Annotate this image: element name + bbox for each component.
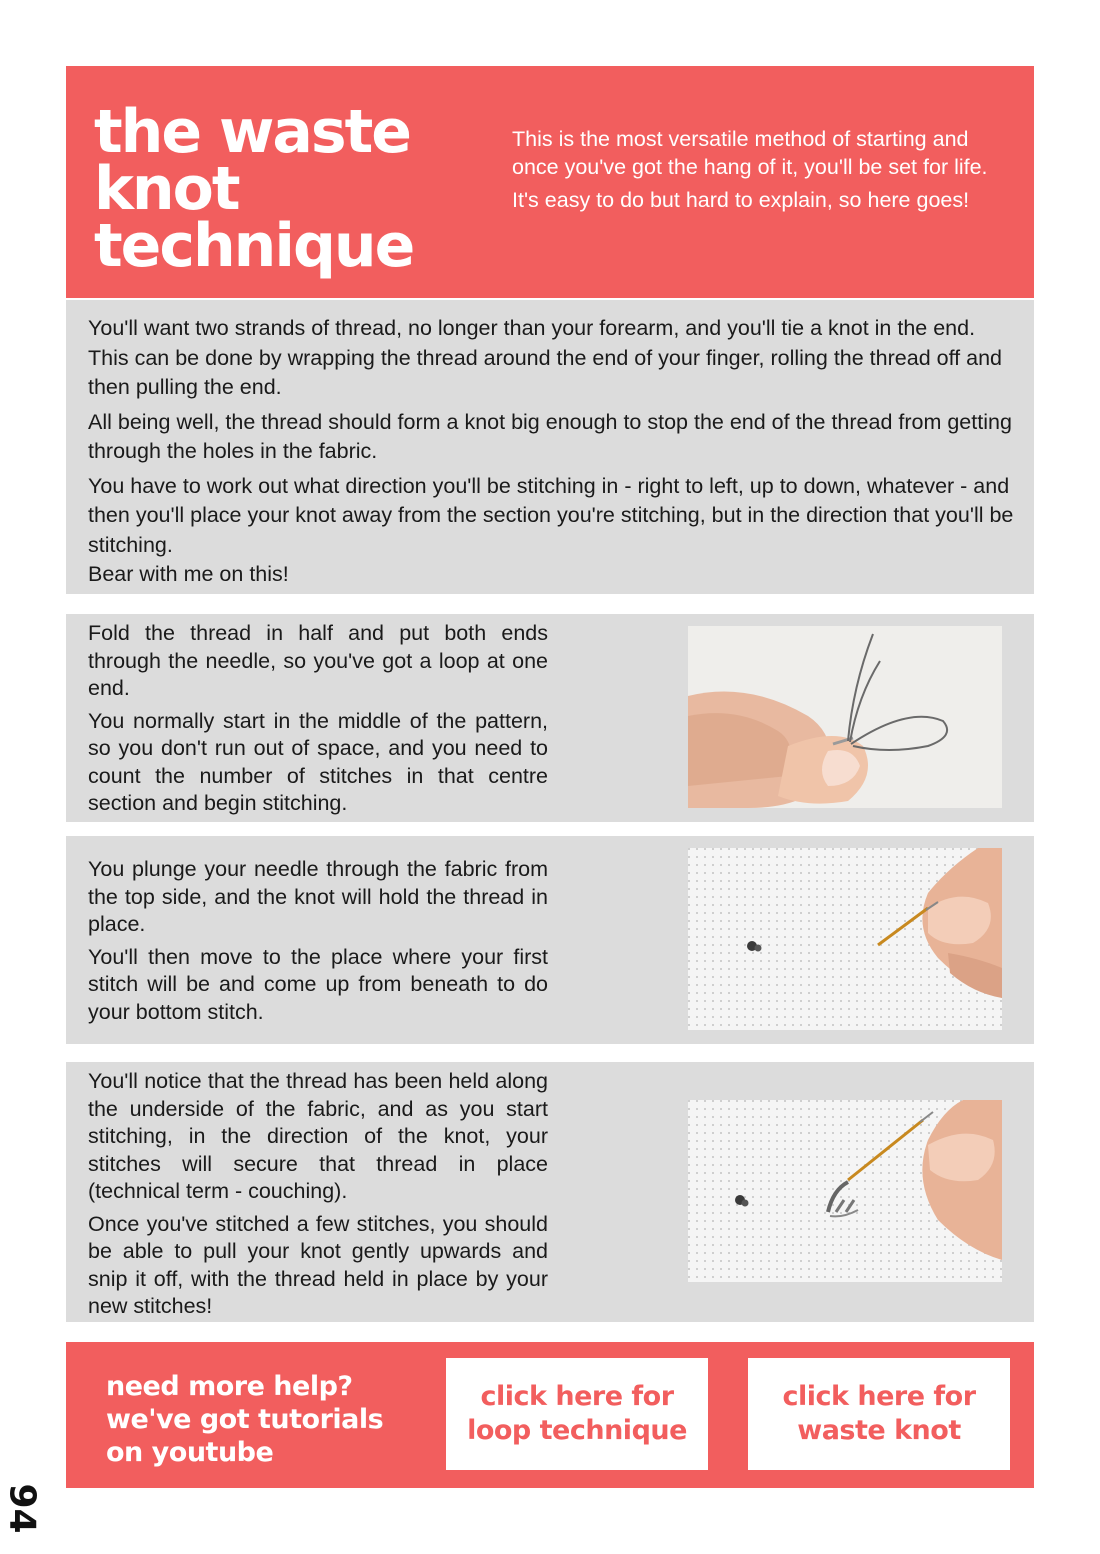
page-title [94,97,494,281]
step-paragraph: You'll then move to the place where your first stitch will be and come up from beneath to do your bottom stitch. [88,944,548,1024]
loop-technique-link[interactable]: click here for loop technique [446,1358,708,1470]
page-number [0,1478,44,1538]
step-paragraph: You normally start in the middle of the pattern, so you don't run out of space, and you need to count the number of stitches in that centre section and begin stitching. [88,708,548,815]
step-paragraph: Fold the thread in half and put both ends through the needle, so you've got a loop at one end. [88,621,548,700]
threaded-needle-loop-photo [688,626,1002,808]
help-line: need more help? [106,1371,353,1402]
intro-paragraph: It's easy to do but hard to explain, so here goes! [512,188,970,212]
instruction-paragraph: You have to work out what direction you'll be stitching in - right to left, up to down, whatever - and then you'll place your knot away from the section you're stitching, but in the direction that you'll be stitching. [88,473,1014,557]
step-paragraph: You'll notice that the thread has been held along the underside of the fabric, and as you start stitching, in the direction of the knot, your stitches will secure that thread in place (technical term - couching). [88,1069,548,1203]
step-text [88,1068,548,1326]
help-line: we've got tutorials [106,1404,384,1435]
youtube-help-text [106,1370,426,1469]
couching-stitches-photo [688,1100,1002,1282]
step-paragraph: Once you've stitched a few stitches, you should be able to pull your knot gently upwards and snip it off, with the thread held in place by your new stitches! [88,1211,548,1318]
instructions-panel [66,300,1034,594]
page-number-label: 94 [1,1482,43,1534]
step-panel-2 [66,836,1034,1044]
instruction-paragraph: Bear with me on this! [88,562,289,586]
title-line: knot [94,154,239,224]
help-line: on youtube [106,1437,274,1468]
step-text [88,856,548,1031]
instructions-text [88,314,1018,595]
needle-through-fabric-photo [688,848,1002,1030]
intro-paragraph: This is the most versatile method of starting and once you've got the hang of it, you'll be set for life. [512,127,988,179]
step-panel-1 [66,614,1034,822]
footer-banner [66,1342,1034,1488]
title-line: technique [94,211,414,281]
title-line: the waste [94,97,410,167]
waste-knot-link[interactable]: click here for waste knot [748,1358,1010,1470]
step-text [88,620,548,823]
instruction-paragraph: All being well, the thread should form a knot big enough to stop the end of the thread from getting through the holes in the fabric. [88,409,1012,463]
step-panel-3 [66,1062,1034,1322]
step-paragraph: You plunge your needle through the fabric from the top side, and the knot will hold the thread in place. [88,857,548,936]
header-intro [512,126,1018,221]
header-banner [66,66,1034,298]
instruction-paragraph: You'll want two strands of thread, no longer than your forearm, and you'll tie a knot in the end. This can be done by wrapping the thread around the end of your finger, rolling the thread off and then pulling the end. [88,316,1002,399]
